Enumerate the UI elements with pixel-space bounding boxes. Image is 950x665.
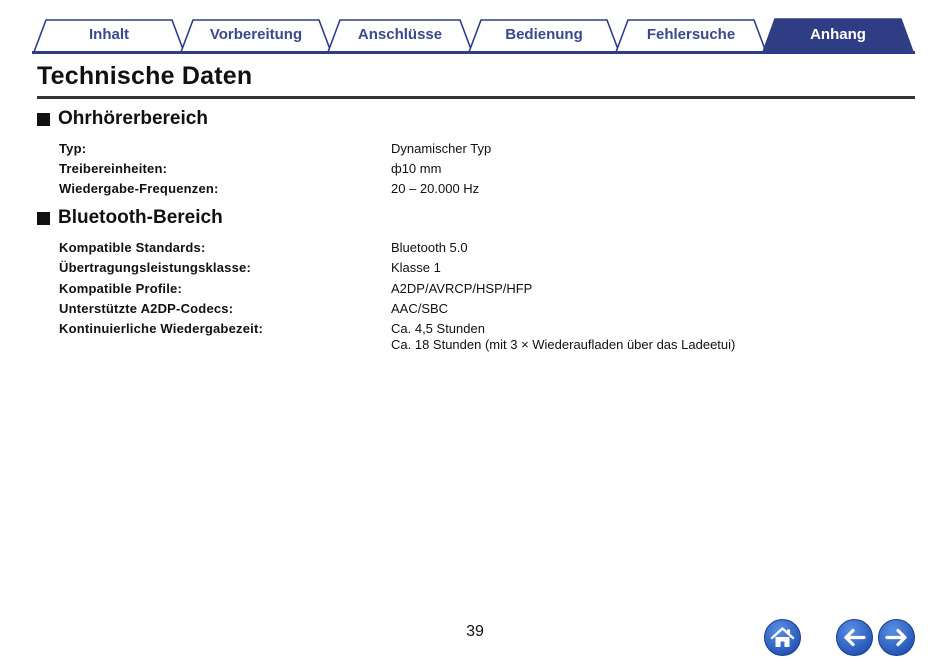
spec-label-wiedergabezeit: Kontinuierliche Wiedergabezeit: (59, 321, 263, 336)
spec-label-treiber: Treibereinheiten: (59, 161, 168, 176)
tab-bedienung[interactable]: Bedienung (505, 26, 583, 43)
spec-value-codecs: AAC/SBC (391, 301, 449, 316)
square-bullet-icon (37, 212, 50, 225)
forward-button[interactable] (878, 619, 915, 656)
spec-value-profile: A2DP/AVRCP/HSP/HFP (391, 281, 533, 296)
section-heading-text: Ohrhörerbereich (58, 108, 208, 129)
spec-label-codecs: Unterstützte A2DP-Codecs: (59, 301, 234, 316)
back-button[interactable] (836, 619, 873, 656)
tab-bar (32, 18, 915, 54)
tab-anschluesse[interactable]: Anschlüsse (357, 26, 443, 43)
spec-label-leistungsklasse: Übertragungsleistungsklasse: (59, 260, 251, 275)
spec-value-standards: Bluetooth 5.0 (391, 240, 468, 255)
spec-value-leistungsklasse: Klasse 1 (391, 260, 441, 275)
title-divider (37, 96, 915, 99)
section-heading-bluetooth (37, 207, 223, 229)
arrow-left-icon (836, 619, 873, 656)
spec-value-frequenz: 20 – 20.000 Hz (391, 181, 480, 196)
spec-label-typ: Typ: (59, 141, 87, 156)
spec-value-treiber: ф10 mm (391, 161, 442, 176)
spec-value-typ: Dynamischer Typ (391, 141, 492, 156)
spec-label-profile: Kompatible Profile: (59, 281, 182, 296)
spec-value-wiedergabezeit: Ca. 4,5 Stunden (391, 321, 485, 336)
tab-anhang[interactable]: Anhang (810, 26, 866, 43)
page-number: 39 (466, 623, 484, 640)
tab-underline (32, 51, 915, 54)
section-heading-ohrhoerer (37, 108, 208, 130)
tab-vorbereitung[interactable]: Vorbereitung (209, 26, 303, 43)
spec-label-standards: Kompatible Standards: (59, 240, 206, 255)
page-title: Technische Daten (37, 62, 253, 90)
section-heading-text: Bluetooth-Bereich (58, 207, 223, 228)
spec-value-wiedergabezeit-etui: Ca. 18 Stunden (mit 3 × Wiederaufladen über das Ladeetui) (391, 337, 736, 352)
tab-inhalt[interactable]: Inhalt (89, 26, 129, 43)
home-icon (764, 619, 801, 656)
home-button[interactable] (764, 619, 801, 656)
arrow-right-icon (878, 619, 915, 656)
spec-label-frequenz: Wiedergabe-Frequenzen: (59, 181, 219, 196)
tab-fehlersuche[interactable]: Fehlersuche (646, 26, 736, 43)
square-bullet-icon (37, 113, 50, 126)
